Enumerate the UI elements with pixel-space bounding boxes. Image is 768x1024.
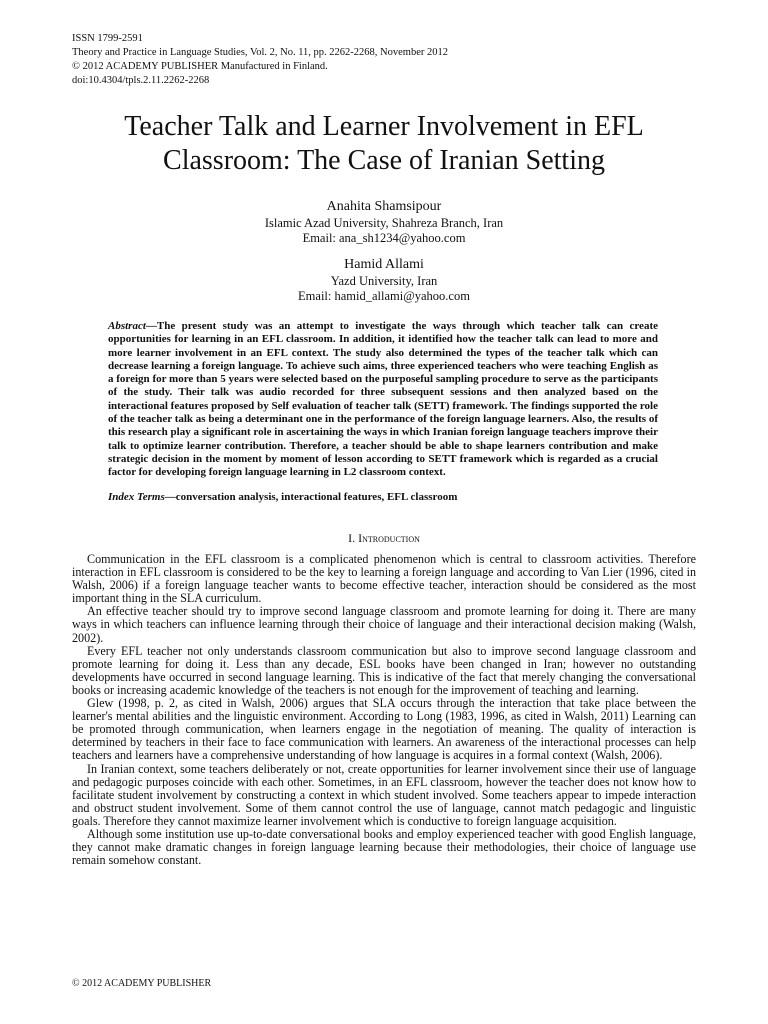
- author-email: Email: hamid_allami@yahoo.com: [298, 289, 470, 303]
- paragraph: In Iranian context, some teachers deliberately or not, create opportunities for learner involvement since their use of language and pedagogic purposes coincide with each other. Sometimes, in an EFL classroom, however the teacher does not know how to facilitate student involvement by constructing a context in which student involved. Some teachers appear to impede interaction and obstruct student involvement. Some of them cannot control the use of language, cannot match pedagogic and linguistic goals. Therefore they cannot maximize learner involvement which is conductive to foreign language acquisition.: [72, 761, 696, 828]
- abstract-label: Abstract: [108, 320, 146, 332]
- author-name: Hamid Allami: [344, 257, 424, 272]
- doi: doi:10.4304/tpls.2.11.2262-2268: [72, 75, 210, 86]
- index-terms-label: Index Terms: [108, 491, 165, 503]
- paragraph: Communication in the EFL classroom is a complicated phenomenon which is central to classroom activities. Therefore interaction in EFL classroom is considered to be the key to learning a foreign language and according to Van Lier (1996, cited in Walsh, 2006) if a foreign language teacher wants to become effective teacher, interaction should be considered as the most important thing in the SLA curriculum.: [72, 552, 696, 606]
- footer-copyright: © 2012 ACADEMY PUBLISHER: [72, 978, 212, 989]
- issn: ISSN 1799-2591: [72, 33, 143, 44]
- paragraph: An effective teacher should try to improve second language classroom and promote learning for doing it. There are many ways in which teachers can influence learning through their choice of language and their interactional decision making (Walsh, 2002).: [72, 604, 696, 645]
- author-block-1: [72, 198, 696, 246]
- index-terms-text: —conversation analysis, interactional features, EFL classroom: [164, 491, 458, 503]
- section-heading: [72, 531, 696, 545]
- section-number: I.: [348, 531, 359, 545]
- journal-info: [72, 32, 448, 88]
- author-name: Anahita Shamsipour: [326, 199, 442, 214]
- title-line-2: Classroom: The Case of Iranian Setting: [163, 145, 605, 176]
- paragraph: Glew (1998, p. 2, as cited in Walsh, 2006) argues that SLA occurs through the interaction that take place between the learner's mental abilities and the linguistic environment. According to Long (1983, 1996, as cited in Walsh, 2011) Learning can be promoted through communication, when learners engage in the negotiation of meaning. The quality of interaction is determined by teachers in their face to face communication with learners. An awareness of the interactional processes can help teachers and learners have a comprehensive understanding of how language is acquires in a formal context (Walsh, 2006).: [72, 696, 696, 763]
- paragraph: Every EFL teacher not only understands classroom communication but also to improve second language classroom and promote learning for doing it. Less than any decade, ESL books have been changed in Iran; however no outstanding developments have occurred in second language learning. This is indicative of the fact that merely changing the conversational books or increasing academic knowledge of the teachers is not enough for the improvement of teaching and learning.: [72, 643, 696, 697]
- author-affiliation: Islamic Azad University, Shahreza Branch, Iran: [264, 216, 504, 230]
- index-terms: [108, 491, 668, 504]
- abstract-text: —The present study was an attempt to investigate the ways through which teacher talk can create opportunities for learning in an EFL classroom. In addition, it identified how the teacher talk can lead to more and more learner involvement in an EFL context. The study also determined the types of the teacher talk which can decrease learning a foreign language. To achieve such aims, three experienced teachers who were teaching English as a foreign for more than 5 years were selected based on the purposeful sampling procedure to serve as the participants of the study. Their talk was audio recorded for three subsequent sessions and then analyzed based on the interactional features proposed by Self evaluation of teacher talk (SETT) framework. The findings supported the role of the teacher talk as being a determinant one in the performance of the foreign language learners. Also, the results of this research play a significant role in ascertaining the ways in which Iranian foreign language teachers improve their talk to optimize learner contribution. Therefore, a teacher should be able to shape learners contribution and make strategic decision in the moment by moment of lesson according to SETT framework which is regarded as a crucial factor for developing foreign language learning in L2 classroom context.: [108, 320, 658, 479]
- journal-citation: Theory and Practice in Language Studies, Vol. 2, No. 11, pp. 2262-2268, November 2012: [72, 47, 448, 58]
- copyright-line: © 2012 ACADEMY PUBLISHER Manufactured in Finland.: [72, 61, 328, 72]
- paragraph: Although some institution use up-to-date conversational books and employ experienced teacher with good English language, they cannot make dramatic changes in foreign language learning because their methodologies, their choice of language use remain somehow constant.: [72, 826, 696, 868]
- author-affiliation: Yazd University, Iran: [330, 274, 438, 288]
- title-line-1: Teacher Talk and Learner Involvement in EFL: [124, 111, 644, 142]
- author-email: Email: ana_sh1234@yahoo.com: [302, 231, 466, 245]
- body-text: [72, 553, 696, 867]
- author-block-2: [72, 256, 696, 304]
- section-title: Introduction: [358, 531, 420, 545]
- paper-title: [60, 110, 708, 178]
- abstract: [108, 320, 658, 480]
